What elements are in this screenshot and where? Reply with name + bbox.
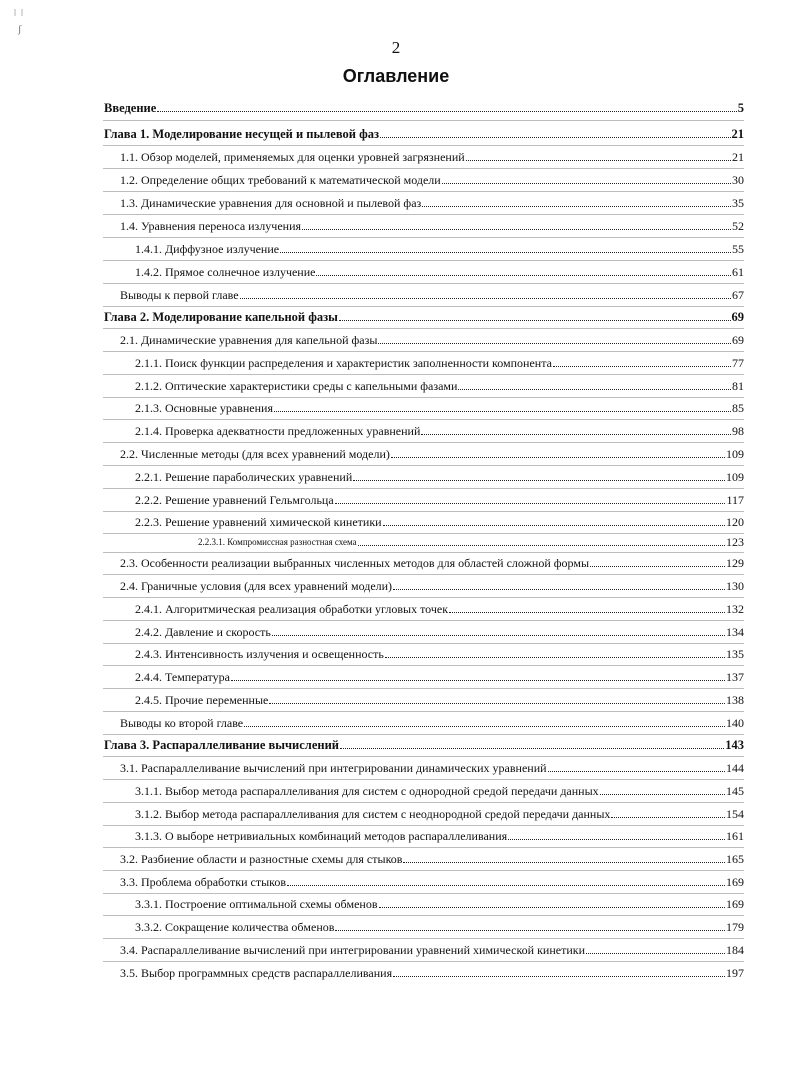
toc-entry-section[interactable]: [120, 579, 744, 593]
divider: [103, 328, 744, 329]
toc-entry-text: 1.4. Уравнения переноса излучения: [120, 219, 302, 233]
divider: [103, 120, 744, 121]
divider: [103, 145, 744, 146]
toc-entry-section[interactable]: [120, 150, 744, 164]
toc-entry-text: Выводы ко второй главе: [120, 716, 244, 730]
page-title: Оглавление: [342, 66, 450, 86]
toc-entry-page: 134: [726, 625, 744, 639]
divider: [103, 734, 744, 735]
toc-entry-text: 2.4.1. Алгоритмическая реализация обработки угловых точек: [135, 602, 449, 616]
divider: [103, 306, 744, 307]
toc-entry-text: 2.2.1. Решение параболических уравнений: [135, 470, 353, 484]
divider: [103, 847, 744, 848]
divider: [103, 237, 744, 238]
toc-entry-text: 2.3. Особенности реализации выбранных численных методов для областей сложной формы: [120, 556, 590, 570]
toc-entry-subsection[interactable]: [135, 670, 744, 684]
toc-entry-page: 197: [726, 966, 744, 980]
toc-entry-chapter[interactable]: [104, 738, 744, 752]
toc-entry-text: Введение: [104, 101, 157, 115]
toc-entry-page: 5: [737, 101, 744, 115]
toc-entry-text: 2.4. Граничные условия (для всех уравнений модели): [120, 579, 393, 593]
toc-entry-subsection[interactable]: [135, 265, 744, 279]
toc-entry-text: Глава 2. Моделирование капельной фазы: [104, 310, 338, 324]
toc-entry-page: 143: [725, 738, 744, 752]
toc-entry-text: 2.1. Динамические уравнения для капельной фазы: [120, 333, 378, 347]
divider: [103, 214, 744, 215]
toc-entry-page: 21: [731, 127, 744, 141]
toc-entry-page: 137: [726, 670, 744, 684]
toc-entry-text: 1.3. Динамические уравнения для основной и пылевой фаз: [120, 196, 422, 210]
divider: [103, 961, 744, 962]
divider: [103, 488, 744, 489]
toc-entry-page: 184: [726, 943, 744, 957]
toc-entry-section[interactable]: [120, 716, 744, 730]
toc-entry-subsection[interactable]: [135, 784, 744, 798]
divider: [103, 688, 744, 689]
toc-entry-subsection[interactable]: [135, 625, 744, 639]
toc-entry-subsection[interactable]: [135, 470, 744, 484]
toc-entry-introduction[interactable]: [104, 101, 744, 115]
toc-entry-text: 1.2. Определение общих требований к математической модели: [120, 173, 441, 187]
toc-entry-text: 3.3.2. Сокращение количества обменов: [135, 920, 335, 934]
toc-entry-subsection[interactable]: [135, 493, 744, 507]
toc-entry-page: 179: [726, 920, 744, 934]
toc-entry-page: 135: [726, 647, 744, 661]
toc-entry-page: 169: [726, 897, 744, 911]
toc-entry-section[interactable]: [120, 875, 744, 889]
divider: [103, 260, 744, 261]
toc-entry-text: 3.3.1. Построение оптимальной схемы обменов: [135, 897, 378, 911]
toc-entry-text: 3.3. Проблема обработки стыков: [120, 875, 287, 889]
toc-entry-text: 2.1.4. Проверка адекватности предложенных уравнений: [135, 424, 421, 438]
toc-entry-page: 138: [726, 693, 744, 707]
toc-entry-text: 2.2. Численные методы (для всех уравнений модели): [120, 447, 390, 461]
divider: [103, 283, 744, 284]
toc-entry-page: 85: [732, 401, 744, 415]
divider: [103, 533, 744, 534]
toc-entry-subsection[interactable]: [135, 242, 744, 256]
toc-entry-page: 120: [726, 515, 744, 529]
toc-entry-text: Выводы к первой главе: [120, 288, 239, 302]
toc-entry-text: 1.4.2. Прямое солнечное излучение: [135, 265, 316, 279]
page-number: 2: [391, 38, 401, 57]
divider: [103, 915, 744, 916]
divider: [103, 351, 744, 352]
divider: [103, 191, 744, 192]
toc-entry-page: 61: [732, 265, 744, 279]
toc-entry-section[interactable]: [120, 761, 744, 775]
divider: [103, 574, 744, 575]
toc-entry-text: 2.4.4. Температура: [135, 670, 230, 684]
toc-entry-section[interactable]: [120, 556, 744, 570]
toc-entry-page: 109: [726, 447, 744, 461]
toc-entry-subsection[interactable]: [135, 920, 744, 934]
toc-entry-subsection[interactable]: [135, 807, 744, 821]
divider: [103, 442, 744, 443]
toc-entry-page: 77: [732, 356, 744, 370]
divider: [103, 552, 744, 553]
toc-entry-subsection[interactable]: [135, 897, 744, 911]
divider: [103, 397, 744, 398]
toc-entry-section[interactable]: [120, 288, 744, 302]
toc-entry-page: 129: [726, 556, 744, 570]
toc-entry-text: 3.5. Выбор программных средств распараллеливания: [120, 966, 393, 980]
divider: [103, 938, 744, 939]
toc-entry-text: 2.4.5. Прочие переменные: [135, 693, 269, 707]
toc-entry-text: 3.4. Распараллеливание вычислений при интегрировании уравнений химической кинетики: [120, 943, 586, 957]
toc-entry-section[interactable]: [120, 196, 744, 210]
divider: [103, 465, 744, 466]
toc-entry-text: 3.1. Распараллеливание вычислений при интегрировании динамических уравнений: [120, 761, 547, 775]
toc-entry-section[interactable]: [120, 333, 744, 347]
toc-entry-section[interactable]: [120, 447, 744, 461]
toc-entry-page: 98: [732, 424, 744, 438]
toc-entry-section[interactable]: [120, 966, 744, 980]
scan-artifact: ʃ: [18, 24, 22, 35]
toc-entry-chapter[interactable]: [104, 127, 744, 141]
toc-entry-text: 2.1.1. Поиск функции распределения и характеристик заполненности компонента: [135, 356, 552, 370]
toc-entry-page: 169: [726, 875, 744, 889]
toc-entry-text: 1.1. Обзор моделей, применяемых для оценки уровней загрязнений: [120, 150, 465, 164]
toc-entry-section[interactable]: [120, 852, 744, 866]
toc-entry-subsection[interactable]: [135, 602, 744, 616]
divider: [103, 893, 744, 894]
toc-entry-subsubsection[interactable]: [198, 535, 744, 549]
toc-entry-section[interactable]: [120, 219, 744, 233]
toc-entry-page: 130: [726, 579, 744, 593]
toc-entry-text: 1.4.1. Диффузное излучение: [135, 242, 280, 256]
toc-entry-text: 3.2. Разбиение области и разностные схемы для стыков: [120, 852, 403, 866]
toc-entry-text: 3.1.2. Выбор метода распараллеливания для систем с неоднородной средой передачи данных: [135, 807, 611, 821]
divider: [103, 511, 744, 512]
toc-entry-text: 2.1.3. Основные уравнения: [135, 401, 273, 415]
toc-entry-subsection[interactable]: [135, 356, 744, 370]
toc-entry-subsection[interactable]: [135, 379, 744, 393]
toc-entry-page: 154: [726, 807, 744, 821]
toc-entry-subsection[interactable]: [135, 401, 744, 415]
toc-entry-section[interactable]: [120, 173, 744, 187]
toc-entry-page: 161: [726, 829, 744, 843]
toc-entry-page: 30: [732, 173, 744, 187]
toc-entry-text: 2.4.2. Давление и скорость: [135, 625, 271, 639]
toc-entry-text: Глава 1. Моделирование несущей и пылевой фаз: [104, 127, 379, 141]
toc-entry-text: 2.1.2. Оптические характеристики среды с капельными фазами: [135, 379, 458, 393]
toc-entry-page: 35: [732, 196, 744, 210]
toc-entry-page: 81: [732, 379, 744, 393]
toc-entry-text: 2.4.3. Интенсивность излучения и освещенность: [135, 647, 384, 661]
toc-entry-page: 117: [726, 493, 744, 507]
divider: [103, 711, 744, 712]
toc-entry-page: 67: [732, 288, 744, 302]
toc-entry-page: 69: [731, 310, 744, 324]
divider: [103, 665, 744, 666]
toc-entry-chapter[interactable]: [104, 310, 744, 324]
toc-entry-page: 109: [726, 470, 744, 484]
toc-entry-subsection[interactable]: [135, 515, 744, 529]
toc-entry-subsection[interactable]: [135, 647, 744, 661]
toc-entry-page: 21: [732, 150, 744, 164]
divider: [103, 756, 744, 757]
toc-entry-page: 145: [726, 784, 744, 798]
toc-entry-page: 69: [732, 333, 744, 347]
toc-entry-page: 55: [732, 242, 744, 256]
toc-entry-text: Глава 3. Распараллеливание вычислений: [104, 738, 339, 752]
divider: [103, 802, 744, 803]
toc-entry-subsection[interactable]: [135, 829, 744, 843]
divider: [103, 168, 744, 169]
toc-entry-section[interactable]: [120, 943, 744, 957]
toc-entry-page: 140: [726, 716, 744, 730]
toc-entry-page: 123: [726, 535, 744, 549]
divider: [103, 825, 744, 826]
toc-entry-subsection[interactable]: [135, 693, 744, 707]
divider: [103, 620, 744, 621]
toc-entry-page: 165: [726, 852, 744, 866]
divider: [103, 374, 744, 375]
toc-entry-text: 3.1.1. Выбор метода распараллеливания для систем с однородной средой передачи данных: [135, 784, 599, 798]
toc-entry-page: 52: [732, 219, 744, 233]
toc-entry-text: 3.1.3. О выборе нетривиальных комбинаций методов распараллеливания: [135, 829, 508, 843]
toc-entry-subsection[interactable]: [135, 424, 744, 438]
scan-artifact: ǀ ǀ: [14, 8, 24, 19]
toc-entry-page: 144: [726, 761, 744, 775]
toc-entry-text: 2.2.3. Решение уравнений химической кинетики: [135, 515, 382, 529]
toc-entry-text: 2.2.3.1. Компромиссная разностная схема: [198, 537, 357, 547]
divider: [103, 419, 744, 420]
toc-entry-page: 132: [726, 602, 744, 616]
divider: [103, 643, 744, 644]
divider: [103, 870, 744, 871]
divider: [103, 597, 744, 598]
toc-entry-text: 2.2.2. Решение уравнений Гельмгольца: [135, 493, 334, 507]
divider: [103, 779, 744, 780]
